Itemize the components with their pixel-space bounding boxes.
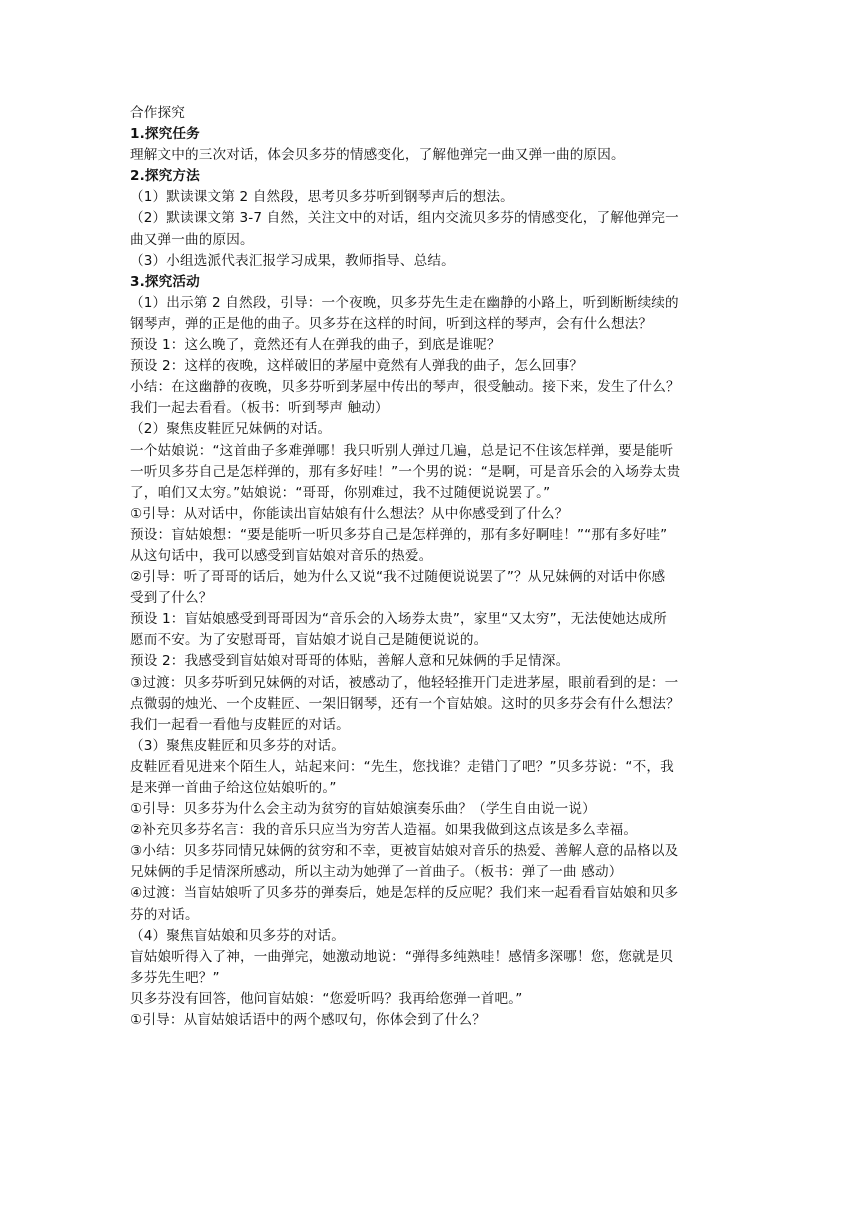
text-line: （3）小组选派代表汇报学习成果，教师指导、总结。 [130,252,455,269]
text-line: 预设 2：这样的夜晚，这样破旧的茅屋中竟然有人弹我的曲子，怎么回事？ [130,358,584,375]
text-line: 多芬先生吧？” [130,969,220,986]
section-heading: 3.探究活动 [130,273,200,290]
text-line: 预设 1：盲姑娘感受到哥哥因为“音乐会的入场券太贵”，家里“又太穷”，无法使她达成所 [130,611,667,628]
text-line: 一个姑娘说：“这首曲子多难弹哪！我只听别人弹过几遍，总是记不住该怎样弹，要是能听 [130,442,674,459]
text-line: ③过渡：贝多芬听到兄妹俩的对话，被感动了，他轻轻推开门走进茅屋，眼前看到的是：一 [130,674,679,691]
text-line: 一听贝多芬自己是怎样弹的，那有多好哇！”一个男的说：“是啊，可是音乐会的入场券太贵 [130,463,681,480]
text-line: （1）默读课文第 2 自然段，思考贝多芬听到钢琴声后的想法。 [130,189,514,206]
text-line: （3）聚焦皮鞋匠和贝多芬的对话。 [130,737,345,754]
text-line: ②补充贝多芬名言：我的音乐只应当为穷苦人造福。如果我做到这点该是多么幸福。 [130,822,638,839]
text-line: ③小结：贝多芬同情兄妹俩的贫穷和不幸，更被盲姑娘对音乐的热爱、善解人意的品格以及 [130,843,679,860]
text-line: ②引导：听了哥哥的话后，她为什么又说“我不过随便说说罢了”？从兄妹俩的对话中你感 [130,569,666,586]
text-line: 我们一起去看看。（板书：听到琴声 触动） [130,400,389,417]
document-page [130,103,734,1031]
text-line: 是来弹一首曲子给这位姑娘听的。” [130,780,337,796]
text-line: （1）出示第 2 自然段，引导：一个夜晚，贝多芬先生走在幽静的小路上，听到断断续续的 [130,294,679,311]
text-line: 我们一起看一看他与皮鞋匠的对话。 [130,716,350,733]
text-line: ①引导：从盲姑娘话语中的两个感叹句，你体会到了什么？ [130,1012,486,1029]
text-line: 皮鞋匠看见进来个陌生人，站起来问：“先生，您找谁？走错门了吧？”贝多芬说：“不，我 [130,758,674,775]
text-line: （2）聚焦皮鞋匠兄妹俩的对话。 [130,421,332,438]
text-line: 点微弱的烛光、一个皮鞋匠、一架旧钢琴，还有一个盲姑娘。这时的贝多芬会有什么想法？ [130,695,680,712]
text-line: 预设：盲姑娘想：“要是能听一听贝多芬自己是怎样弹的，那有多好啊哇！”“那有多好哇” [130,526,668,543]
text-line: 小结：在这幽静的夜晚，贝多芬听到茅屋中传出的琴声，很受触动。接下来，发生了什么？ [130,379,680,396]
text-line: 曲又弹一曲的原因。 [130,231,254,248]
text-line: 兄妹俩的手足情深所感动，所以主动为她弹了一首曲子。（板书：弹了一曲 感动） [130,864,623,881]
text-line: ①引导：从对话中，你能读出盲姑娘有什么想法？从中你感受到了什么？ [130,505,569,522]
section-heading: 2.探究方法 [130,168,200,185]
text-line: ①引导：贝多芬为什么会主动为贫穷的盲姑娘演奏乐曲？（学生自由说一说） [130,801,596,818]
text-line: 预设 2：我感受到盲姑娘对哥哥的体贴，善解人意和兄妹俩的手足情深。 [130,653,570,670]
text-line: （2）默读课文第 3-7 自然，关注文中的对话，组内交流贝多芬的情感变化，了解他弹完一 [130,210,679,227]
text-line: 钢琴声，弹的正是他的曲子。贝多芬在这样的时间，听到这样的琴声，会有什么想法？ [130,315,653,332]
text-line: 受到了什么？ [130,590,213,607]
text-line: 理解文中的三次对话，体会贝多芬的情感变化，了解他弹完一曲又弹一曲的原因。 [130,147,625,164]
text-line: 从这句话中，我可以感受到盲姑娘对音乐的热爱。 [130,547,433,564]
text-line: 了，咱们又太穷。”姑娘说：“哥哥，你别难过，我不过随便说说罢了。” [130,484,551,501]
text-line: 芬的对话。 [130,906,199,923]
text-line: 盲姑娘听得入了神，一曲弹完，她激动地说：“弹得多纯熟哇！感情多深哪！您，您就是贝 [130,948,674,965]
text-line: ④过渡：当盲姑娘听了贝多芬的弹奏后，她是怎样的反应呢？我们来一起看看盲姑娘和贝多 [130,885,679,902]
text-line: （4）聚焦盲姑娘和贝多芬的对话。 [130,927,345,944]
section-title: 合作探究 [130,105,185,121]
text-line: 愿而不安。为了安慰哥哥，盲姑娘才说自己是随便说说的。 [130,632,488,649]
section-heading: 1.探究任务 [130,126,200,143]
text-line: 预设 1：这么晚了，竟然还有人在弹我的曲子，到底是谁呢？ [130,337,501,354]
text-line: 贝多芬没有回答，他问盲姑娘：“您爱听吗？我再给您弹一首吧。” [130,990,523,1007]
